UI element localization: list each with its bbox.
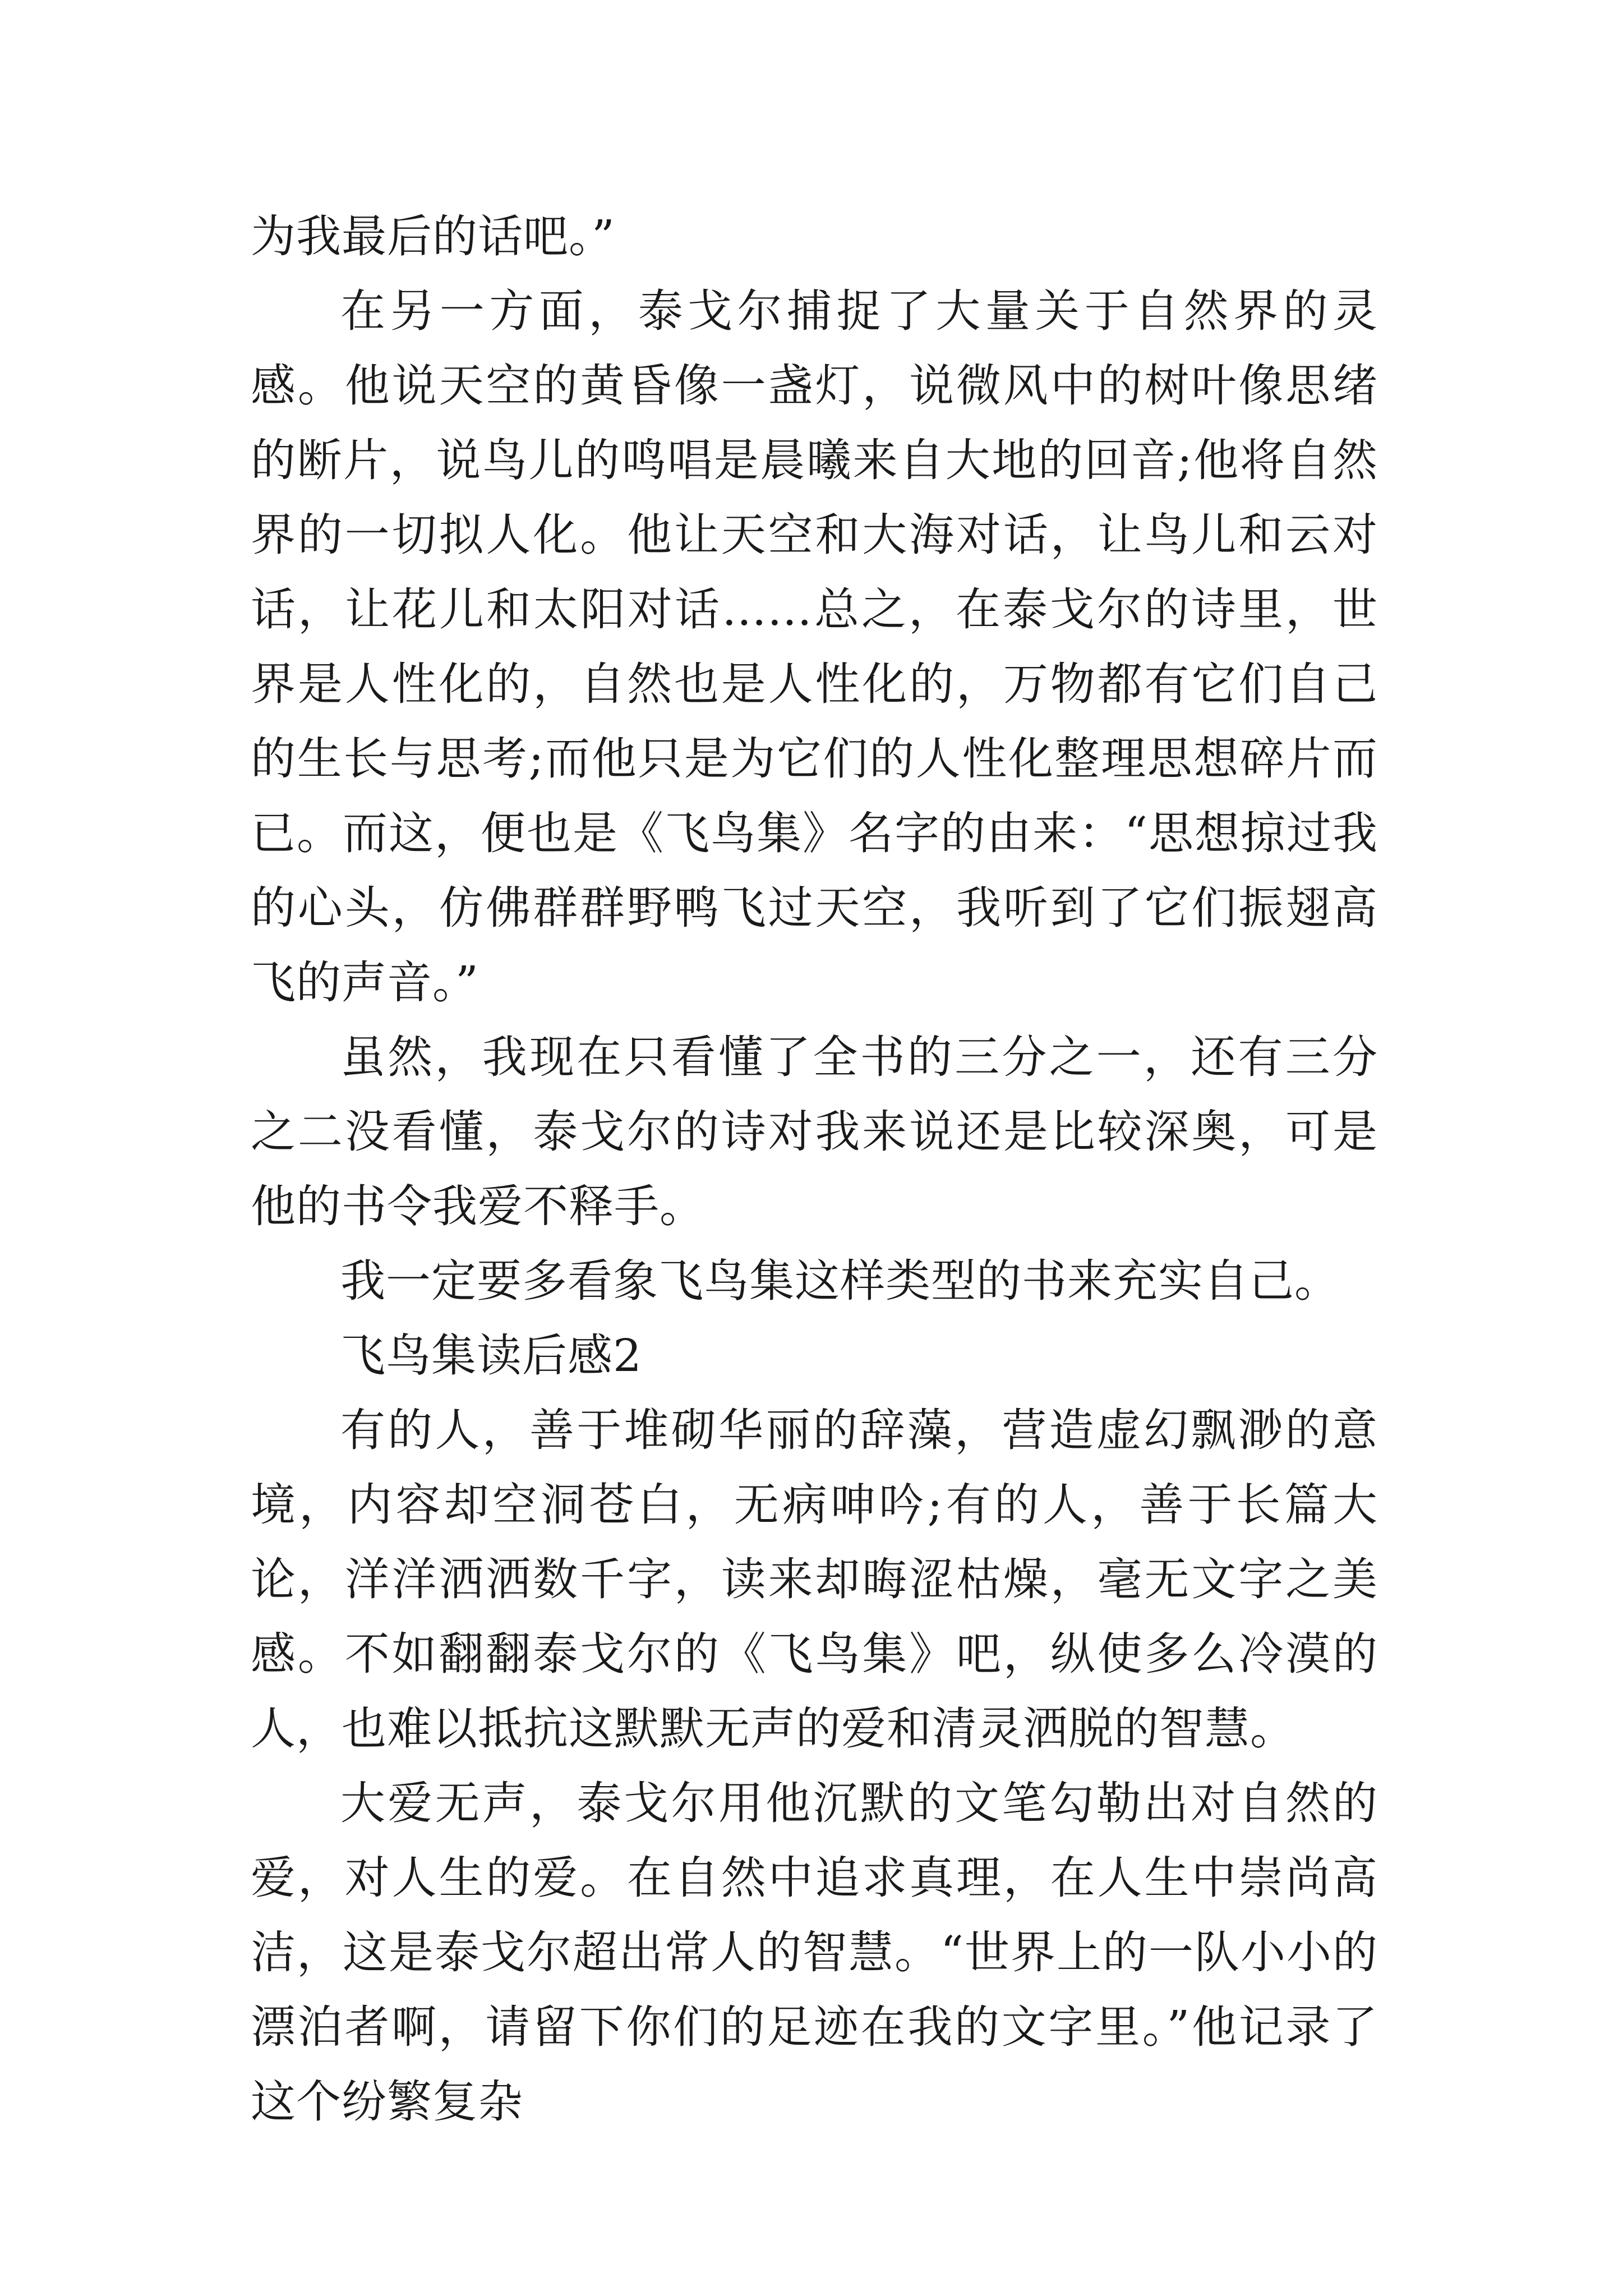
paragraph-resolve: 我一定要多看象飞鸟集这样类型的书来充实自己。: [340, 1255, 1340, 1307]
section-heading: 飞鸟集读后感2: [340, 1329, 642, 1382]
paragraph-love: 大爱无声，泰戈尔用他沉默的文笔勾勒出对自然的爱，对人生的爱。在自然中追求真理，在人生中崇尚高洁，这是泰戈尔超出常人的智慧。“世界上的一队小小的漂泊者啊，请留下你们的足迹在我的文字里。”他记录了这个纷繁复杂: [251, 1777, 1378, 2128]
document-body: [251, 199, 1378, 2139]
paragraph-nature: 在另一方面，泰戈尔捕捉了大量关于自然界的灵感。他说天空的黄昏像一盏灯，说微风中的树叶像思绪的断片，说鸟儿的鸣唱是晨曦来自大地的回音;他将自然界的一切拟人化。他让天空和大海对话，让鸟儿和云对话，让花儿和太阳对话……总之，在泰戈尔的诗里，世界是人性化的，自然也是人性化的，万物都有它们自己的生长与思考;而他只是为它们的人性化整理思想碎片而已。而这，便也是《飞鸟集》名字的由来：“思想掠过我的心头，仿佛群群野鸭飞过天空，我听到了它们振翅高飞的声音。”: [251, 285, 1378, 1009]
paragraph-continued: 为我最后的话吧。”: [251, 210, 615, 263]
paragraph-understanding: 虽然，我现在只看懂了全书的三分之一，还有三分之二没看懂，泰戈尔的诗对我来说还是比较深奥，可是他的书令我爱不释手。: [251, 1031, 1378, 1232]
paragraph-intro: 有的人，善于堆砌华丽的辞藻，营造虚幻飘渺的意境，内容却空洞苍白，无病呻吟;有的人，善于长篇大论，洋洋洒洒数千字，读来却晦涩枯燥，毫无文字之美感。不如翻翻泰戈尔的《飞鸟集》吧，纵使多么冷漠的人，也难以抵抗这默默无声的爱和清灵洒脱的智慧。: [251, 1404, 1378, 1755]
